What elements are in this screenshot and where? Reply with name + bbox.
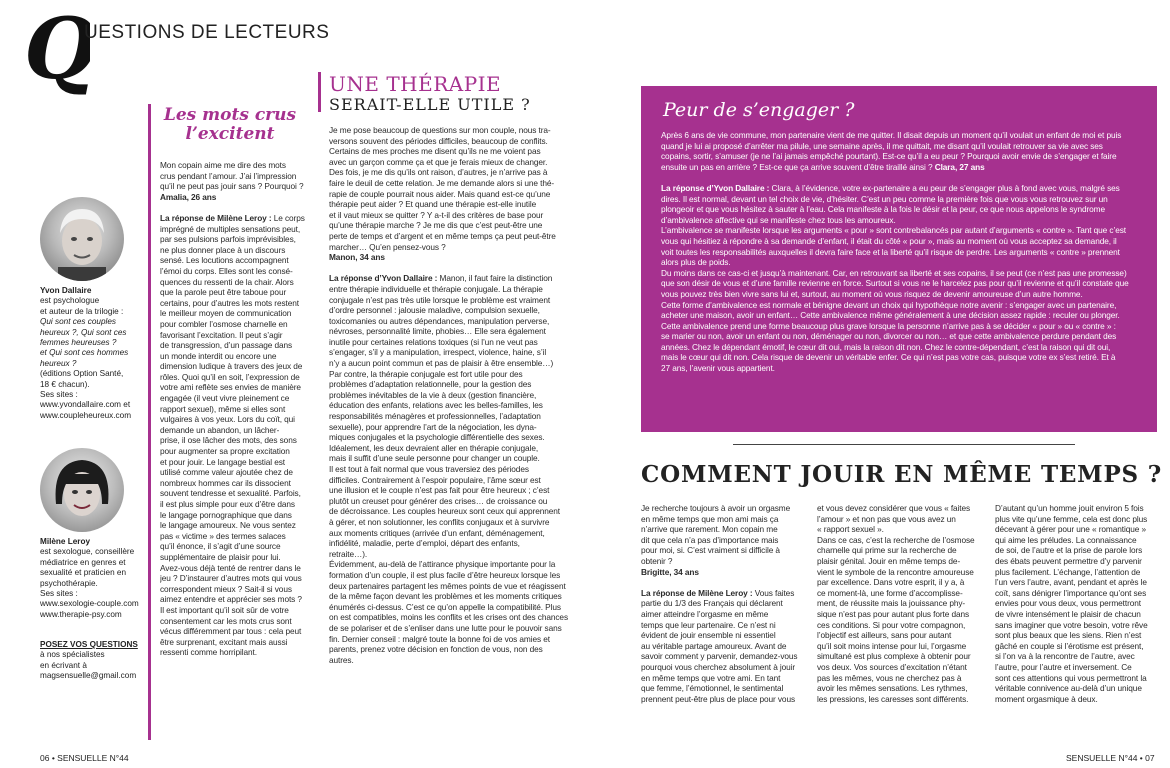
article3-answer-line: alors plus de poids.	[661, 257, 731, 268]
article4-answer-line: pourquoi vous cherchez absolument à jouir	[641, 661, 796, 672]
article1-answer-line: et pour jouir. Le langage bestial est	[160, 456, 285, 467]
article3-answer-line: Cette ambivalence prend une forme beaucoup plus grave lorsque la personne n’arrive pas à se décider « pour » ou « contre » :	[661, 320, 1116, 331]
article2-answer-line: Par contre, la thérapie conjugale est fort utile pour des	[329, 368, 523, 379]
article4-divider	[733, 444, 1075, 445]
article4-answer-line: avoir les mêmes sensations. Les rythmes,	[817, 683, 968, 694]
article4-answer-line: savoir comment y parvenir, demandez-vous	[641, 651, 798, 662]
article3-answer-line: dires. Il est normal, devant un tel choix de vie, d’hésiter. C’est un peu comme la première fois que vous vous retrouvez sur un	[661, 193, 1108, 204]
expert-name: Yvon Dallaire	[40, 286, 92, 295]
section-letter-glyph: Q	[24, 8, 90, 98]
article4-answer-line: La réponse de Milène Leroy : Vous faites	[641, 587, 795, 598]
article2-answer-line: inutile pour certaines relations toxiques (si l’un ne veut pas	[329, 336, 538, 347]
article1-answer-line: pour combler l’osmose charnelle en	[160, 318, 288, 329]
expert-bio-milene-leroy	[40, 537, 140, 620]
article4-answer-line: sans imaginer que votre besoin, votre rêve	[995, 619, 1148, 630]
edition-line: 18 € chacun).	[40, 379, 90, 389]
book-title-line: femmes heureuses ?	[40, 338, 117, 348]
portrait-milene-leroy	[40, 448, 124, 532]
article2-answer-line: d’ordre personnel : jalousie maladive, compulsion sexuelle,	[329, 305, 540, 316]
contact-line: à nos spécialistes	[40, 650, 105, 660]
footer-left-folio: 06 • SENSUELLE N°44	[40, 753, 129, 763]
article2-question-line: rapie de couple pourrait nous aider. Mais quand est-ce qu’une	[329, 188, 551, 199]
article1-answer-line: demande un abandon, un lâcher-	[160, 424, 280, 435]
article2-answer-line: miques conjugales et la psychologie différentielle des sexes.	[329, 432, 545, 443]
article2-answer-line: à gérer, et non solutionner, les conflits conjugaux et à survivre	[329, 516, 550, 527]
article1-answer-line: engagée (il veut vivre pleinement ce	[160, 393, 290, 404]
article2-answer-line: Idéalement, les deux devraient aller en thérapie conjugale,	[329, 442, 539, 453]
article1-answer-line: de transgression, d’un passage dans	[160, 340, 293, 351]
article4-col1	[641, 503, 801, 743]
article4-question-line: en même temps que mon ami mais ça	[641, 513, 779, 524]
footer-right-folio: SENSUELLE N°44 • 07	[1066, 753, 1155, 763]
expert-bio-line: est psychologue	[40, 296, 100, 306]
article3-title: Peur de s’engager ?	[663, 99, 855, 121]
article4-answer-line: l’amour » et non pas que vous avez un	[817, 513, 956, 524]
article4-answer-line: D’autant qu’un homme jouit environ 5 fois	[995, 503, 1144, 513]
article4-answer-line: vient le symbole de la rencontre amoureuse	[817, 566, 974, 577]
site-link[interactable]: www.therapie-psy.com	[40, 609, 122, 619]
article4-answer-line: en même temps que votre ami. En tant	[641, 672, 781, 683]
article2-answer-line: de la même façon devant les problèmes et les moments critiques	[329, 591, 562, 602]
article4-col2	[817, 503, 977, 743]
article1-body	[160, 160, 310, 740]
article1-answer-line: utilisé comme valeur ajoutée chez de	[160, 467, 293, 478]
article3-question-line: copains, sortir, s’amuser (je ne l’ai jamais empêché pourtant). Est-ce qu’il a eu peur ? Pourquoi avoir envie de s’engager et faire	[661, 151, 1117, 162]
article3-answer-line: d’ambivalence affective qui se manifeste chez tous les amoureux.	[661, 214, 896, 225]
article4-answer-line: gâché en couple si l’érotisme est présent,	[995, 640, 1144, 651]
article4-answer-line: vos deux. Vos sources d’excitation n’étant	[817, 661, 967, 672]
article4-answer-line: ce moment-là, une forme d’accomplisse-	[817, 587, 963, 598]
article2-answer-line: difficiles. Contrairement à l’espoir populaire, l’âme sœur est	[329, 474, 541, 485]
answer-lead-label: La réponse de Milène Leroy :	[641, 587, 753, 598]
article4-answer-line: envies pour vous deux, vous permettront	[995, 598, 1141, 609]
article4-answer-line: ment, de réussite mais la jouissance phy-	[817, 598, 966, 609]
article1-title	[160, 106, 300, 144]
article2-answer-line: aux moments critiques (arrivée d’un enfant, déménagement,	[329, 527, 545, 538]
article4-answer-line: « rapport sexuel ».	[817, 524, 884, 535]
sites-label: Ses sites :	[40, 390, 78, 400]
article4-answer-line: plus facilement. L’échange, l’attention de	[995, 566, 1141, 577]
site-link[interactable]: www.yvondallaire.com et	[40, 400, 131, 410]
article3-answer-line: se marier ou non, avoir un enfant ou non, déménager ou non, divorcer ou non… et que cette ambivalence perdure pendant des	[661, 331, 1117, 342]
expert-bio-line: et auteur de la trilogie :	[40, 306, 124, 316]
article1-answer-line: sensé. Les locutions accompagnent	[160, 255, 289, 266]
article4-answer-line: l’un vers l’autre, avant, pendant et après le	[995, 577, 1147, 588]
article4-answer-line: décevant à gérer pour une « romantique »	[995, 524, 1146, 535]
answer-lead-label: La réponse d’Yvon Dallaire :	[661, 182, 770, 193]
article3-answer-line: acheter une maison, avoir un enfant… Cette ambivalence même généralement à une décision assez rapide : reculer ou plonger.	[661, 310, 1120, 321]
article2-question-line: thérapie peut aider ? Et quand une thérapie est-elle inutile	[329, 199, 537, 210]
article1-answer-line: le meilleur moyen de communication	[160, 308, 292, 319]
article2-title-line2: SERAIT-ELLE UTILE ?	[329, 95, 531, 114]
article4-question-line: n’arrive que rarement. Mon copain me	[641, 524, 778, 535]
article1-answer-line: votre ami reflète ses envies de manière	[160, 382, 301, 393]
article2-question	[329, 125, 569, 252]
article1-answer-line: nombreux hommes car ils dissocient	[160, 477, 291, 488]
article2-answer-line: Évidemment, au-delà de l’attirance physique importante pour la	[329, 559, 556, 570]
article3-question-line: Après 6 ans de vie commune, mon partenaire vient de me quitter. Il disait depuis un moment qu’il voulait un enfant de moi et puis	[661, 130, 1122, 140]
article2-answer-line: une illusion et le couple n’est pas fait pour être heureux ; c’est	[329, 485, 550, 496]
article3-answer-line: années. Chez le dépendant émotif, le cœur dit oui, mais la raison dit non. Chez le contre-dépendant, c’est la raison qui dit oui,	[661, 341, 1111, 352]
article1-answer-line: quences du ressenti de la chair. Alors	[160, 276, 294, 287]
article1-answer-line: La réponse de Milène Leroy : Le corps	[160, 212, 305, 223]
article2-answer-line: de décroissance. Les couples heureux sont ceux qui apprennent	[329, 506, 560, 517]
article3-answer-line: vous qui hésitiez à répondre à sa demande d’enfant, il était du côté « pour », mais au moment où vous acceptez sa demande, il	[661, 235, 1117, 246]
article4-answer-line: l’objectif est ailleurs, sans pour autant	[817, 630, 952, 641]
article3-body	[661, 130, 1143, 430]
article4-answer-line: au véritable partage amoureux. Avant de	[641, 640, 787, 651]
article2-answer-line: infidélité, maladie, perte d’emploi, départ des enfants,	[329, 538, 520, 549]
article4-answer-line: de vivre intensément le plaisir de chacun	[995, 608, 1141, 619]
article1-answer-line: ne plus donner place à un discours	[160, 244, 286, 255]
article4-answer-line: sont plus beaux que les siens. Rien n’est	[995, 630, 1142, 641]
article3-answer-line: que son désir de vous et d’une famille revienne en force. Surtout si vous ne le harcelez pas pour qu’il revienne et qu’il constate que	[661, 278, 1129, 289]
article2-answer-line: Il est tout à fait normal que vous traversiez des périodes	[329, 464, 529, 474]
article1-answer-line: Avez-vous déjà tenté de rentrer dans le	[160, 562, 301, 573]
contact-title: POSEZ VOS QUESTIONS	[40, 640, 138, 649]
article2-question-line: avec un garçon comme ça et que je ferais mieux de changer.	[329, 156, 548, 167]
article3-answer-line: voit toutes les responsabilités auxquelles il devra faire face et la liberté qu’il risque de perdre. Les arguments « contre » prennent	[661, 246, 1120, 257]
article1-answer-line: vécus différemment par tous : cela peut	[160, 626, 302, 637]
article1-accent-bar	[148, 104, 151, 740]
article4-answer-line: si l’on va à la rencontre de l’autre, avec	[995, 651, 1135, 662]
article4-answer-line: ces conditions. Si pour votre compagnon,	[817, 619, 966, 630]
book-title-line: et Qui sont ces hommes	[40, 348, 129, 358]
article2-answer-line: mais il suffit d’une seule personne pour changer un couple.	[329, 453, 540, 464]
article4-answer-line: plaisir génital. Jouir en même temps de-	[817, 555, 961, 566]
article4-answer-line: temps que leur partenaire. Ce n’est ni	[641, 619, 776, 630]
article1-answer-line: jeu ? D’instaurer d’autres mots qui vous	[160, 573, 302, 584]
article4-question-signature: Brigitte, 34 ans	[641, 566, 699, 577]
article2-question-line: faire le deuil de cette relation. Je me demande alors si une thé-	[329, 177, 555, 188]
article4-answer-line: sont ces attentions qui vous permettront la	[995, 672, 1147, 683]
article4-answer-line: qui aime les préludes. La connaissance	[995, 534, 1137, 545]
article4-question-line: Je recherche toujours à avoir un orgasme	[641, 503, 791, 513]
article2-question-signature: Manon, 34 ans	[329, 252, 385, 263]
article1-answer-line: dimension ludique à travers des jeux de	[160, 361, 303, 372]
article4-answer-line: l’autre, pour l’autre et inversement. Ce	[995, 661, 1132, 672]
article1-title-line1: Les mots crus	[163, 105, 297, 125]
article4-answer-line: que femme, l’émotionnel, le sentimental	[641, 683, 784, 694]
article1-answer-line: aimez entendre et apprécier ses mots ?	[160, 594, 302, 605]
portrait-yvon-dallaire	[40, 197, 124, 281]
article4-answer-line: Dans ce cas, c’est la recherche de l’osmose	[817, 534, 975, 545]
article1-question-signature: Amalia, 26 ans	[160, 191, 217, 202]
article4-answer-line: plus vite qu’une femme, cela est donc plus	[995, 513, 1148, 524]
book-title-line: heureux ?, Qui sont ces	[40, 327, 127, 337]
expert-bio-yvon-dallaire	[40, 286, 140, 421]
section-letter-q	[20, 8, 90, 98]
article1-title-line2: l’excitent	[185, 124, 275, 144]
article1-answer-line: correspondent mieux ? Sait-il si vous	[160, 583, 292, 594]
article2-question-line: Certains de mes proches me disent qu’ils ne me voient pas	[329, 146, 541, 157]
article4-question-line: obtenir ?	[641, 555, 673, 566]
article3-answer	[661, 183, 1143, 374]
article4-answer-line: et vous devez considérer que vous « faites	[817, 503, 971, 513]
article2-answer	[329, 273, 569, 665]
article3-answer-line: Du moins dans ce cas-ci et jusqu’à maintenant. Car, en retrouvant sa liberté et ses copains, il se peut (ce n’est pas une promesse)	[661, 267, 1127, 278]
article4-answer-line: pas les mêmes, vous ne cherchez pas à	[817, 672, 962, 683]
article3-answer-line: L’ambivalence se manifeste lorsque les arguments « pour » sont contrebalancés par autant d’arguments « contre ». Tant que c’est	[661, 225, 1126, 236]
article1-question-line: qu’il ne peut pas jouir sans ? Pourquoi ?	[160, 181, 304, 192]
contact-email-link[interactable]: magsensuelle@gmail.com	[40, 671, 137, 681]
article4-answer-line: des ébats peuvent permettre d’y parvenir	[995, 555, 1142, 566]
article2-answer-line: énumérés ci-dessus. C’est ce qu’on appelle la compatibilité. Plus	[329, 601, 561, 612]
article1-answer-line: ressenti comme horripilant.	[160, 647, 257, 658]
article1-answer-line: consentement car les mots crus sont	[160, 615, 292, 626]
article4-question-line: pour moi, si. C’est vraiment si difficile à	[641, 545, 780, 556]
article2-question-line: Je me pose beaucoup de questions sur mon couple, nous tra-	[329, 125, 551, 135]
article4-answer-line: sique n’est pas pour autant plus forte dans	[817, 608, 970, 619]
article4-answer-line: simultané est plus complexe à obtenir pour	[817, 651, 971, 662]
article2-answer-line: sexuelle), pour apprendre l’art de la négociation, les dyna-	[329, 421, 537, 432]
article1-answer-line: rapport sexuel), même si elles sont	[160, 403, 286, 414]
article4-question	[641, 503, 801, 567]
article2-question-line: versons souvent des périodes difficiles, beaucoup de conflits.	[329, 135, 548, 146]
article2-answer-line: entre thérapie individuelle et thérapie conjugale. La thérapie	[329, 283, 543, 294]
article2-question-line: et il vaut mieux se quitter ? Y a-t-il des critères de base pour	[329, 209, 544, 220]
article4-answer-line: les pressions, les caresses sont différents.	[817, 693, 969, 704]
article2-question-line: perte de temps et d’argent et en même temps ça peut peut-être	[329, 230, 556, 241]
article3-answer-line: Cette forme d’ambivalence est normale et bénigne devant un choix qui hypothèque notre avenir : s’engager avec un partenaire,	[661, 299, 1117, 310]
article4-answer-line: moment orgasmique à deux.	[995, 693, 1098, 704]
article4-answer-line: de soi, de l’autre et la prise de parole lors	[995, 545, 1143, 556]
article4-answer-line: qu’il soit moins intense pour lui, l’orgasme	[817, 640, 967, 651]
article1-answer-line: souvent tendresse et sexualité. Parfois,	[160, 488, 301, 499]
article3-answer-line: 27 ans, l’avenir vous appartient.	[661, 363, 775, 374]
article3-answer-line: La réponse d’Yvon Dallaire : Clara, à l’évidence, votre ex-partenaire a eu peur de s’engager plus à fond avec vous, malgré ses	[661, 182, 1120, 193]
article1-answer-line: favorisant l’excitation. Il peut s’agir	[160, 329, 283, 340]
answer-lead-label: La réponse de Milène Leroy :	[160, 212, 272, 223]
article2-answer-line: on est compatibles, moins les conflits et les crises ont des chances	[329, 612, 568, 623]
site-link[interactable]: www.coupleheureux.com	[40, 410, 132, 420]
article1-answer-line: pas « victime » des termes salaces	[160, 530, 286, 541]
article1-answer-line: vulgaires à vos yeux. Lors du coït, qui	[160, 414, 295, 425]
article1-question-line: Mon copain aime me dire des mots	[160, 160, 286, 170]
article2-answer-line: conjugale n’est pas très utile lorsque le problème est vraiment	[329, 294, 551, 305]
article3-question-line: ensuite un pas en arrière ? Est-ce que ça arrive souvent d’être tiraillé ainsi ? Clara, 27 ans	[661, 161, 985, 172]
article3-question	[661, 130, 1143, 172]
article2-answer-line: plutôt un creuset pour générer des crises… de croissance ou	[329, 495, 548, 506]
article1-answer-line: l’émoi du corps. Elles sont les consé-	[160, 265, 293, 276]
section-title: UESTIONS DE LECTEURS	[84, 22, 330, 43]
book-title-line: Qui sont ces couples	[40, 317, 117, 327]
article2-answer-line: deux partenaires partagent les mêmes points de vue et réagissent	[329, 580, 566, 591]
expert-name: Milène Leroy	[40, 537, 91, 546]
article2-answer-line: problèmes inévitables de la vie à deux (gestion financière,	[329, 389, 537, 400]
article1-answer-line: un monde interdit ou encore une	[160, 350, 277, 361]
expert-bio-line: est sexologue, conseillère	[40, 547, 135, 557]
article1-answer-line: qu’il énonce, il s’agit d’une source	[160, 541, 281, 552]
expert-bio-line: sexualité et praticien en	[40, 568, 127, 578]
article2-answer-line: La réponse d’Yvon Dallaire : Manon, il faut faire la distinction	[329, 273, 553, 284]
article1-answer-line: être surprenant, excitant mais aussi	[160, 636, 288, 647]
article1-answer-line: certains, pour d’autres les mots restent	[160, 297, 299, 308]
article2-answer-line: parents, prenez votre décision en fonction de vous, non des autres.	[329, 644, 543, 665]
article2-answer-line: de se polariser et de s’enliser dans une lutte pour le pouvoir sans	[329, 622, 562, 633]
answer-lead-label: La réponse d’Yvon Dallaire :	[329, 273, 438, 284]
article3-answer-line: vous pouvez très bien vivre sans lui et, surtout, au moment où vous risquez de devenir amoureuse d’un autre homme.	[661, 288, 1083, 299]
article4-answer-line: évident de jouir ensemble ni essentiel	[641, 630, 776, 641]
article2-answer-line: retraite…).	[329, 548, 368, 559]
article4-answer-start	[641, 588, 801, 705]
article4-answer-line: coït, sans dénigrer l’importance qu’ont ses	[995, 587, 1147, 598]
article1-answer-line: que la parole peut être taboue pour	[160, 287, 287, 298]
article4-answer-continued	[817, 503, 977, 704]
article1-answer-line: le langage amoureux. Ne vous sentez	[160, 520, 296, 531]
article2-answer-line: éducation des enfants, relations avec les belles-familles, les	[329, 400, 543, 411]
expert-bio-line: médiatrice en genres et	[40, 557, 126, 567]
article1-answer-line: le langage pornographique que dans	[160, 509, 292, 520]
edition-line: (éditions Option Santé,	[40, 369, 124, 379]
article1-answer-line: il est plus simple pour eux d’être dans	[160, 499, 295, 509]
article4-answer-line: prennent peut-être plus de place pour vous	[641, 693, 796, 704]
article1-question-line: crus pendant l’amour. J’ai l’impression	[160, 170, 297, 181]
article2-title-line1: UNE THÉRAPIE	[329, 72, 502, 96]
article4-answer-line: aimer atteindre l’orgasme en même	[641, 608, 769, 619]
article1-answer-line: Il est important qu’il soit sûr de votre	[160, 604, 289, 615]
contact-box	[40, 640, 140, 682]
article2-answer-line: toxicomanies ou autres dépendances, manipulation perverse,	[329, 315, 550, 326]
site-link[interactable]: www.sexologie-couple.com	[40, 599, 139, 609]
article4-answer-line: par excellence. Dans votre esprit, il y a, à	[817, 577, 965, 588]
article1-answer-line: imprégné de multiples sensations peut,	[160, 223, 301, 234]
article4-answer-line: partie du 1/3 des Français qui déclarent	[641, 598, 783, 609]
article1-answer-line: supplémentaire de plaisir pour lui.	[160, 551, 281, 562]
article2-answer-line: s’engager, s’il y a manipulation, irrespect, violence, haine, s’il	[329, 347, 547, 358]
article2-answer-line: n’y a aucun point commun et pas de plaisir à être ensemble…)	[329, 358, 554, 369]
article4-col3	[995, 503, 1159, 743]
article2-body	[329, 125, 569, 743]
article4-answer-line: charnelle qui prime sur la recherche de	[817, 545, 957, 556]
article2-question-line: qu’une thérapie marche ? Je me dis que c’est peut-être une	[329, 220, 543, 231]
article1-answer-line: pour augmenter sa propre excitation	[160, 446, 290, 457]
article2-answer-line: responsabilités ménagères et professionnelles, l’adaptation	[329, 411, 541, 422]
article1-answer-line: par ses pulsions parfois imprévisibles,	[160, 234, 296, 245]
book-title-line: heureux ?	[40, 358, 77, 368]
article3-question-line: quand je lui ai proposé d’arrêter ma pilule, une semaine après, il me quittait, me disant qu’il voulait retrouver sa vie avec ses	[661, 140, 1103, 151]
article2-question-line: Des fois, je me dis qu’ils ont raison, d’autres, je n’arrive pas à	[329, 167, 548, 178]
sites-label: Ses sites :	[40, 589, 78, 599]
article2-accent-bar	[318, 72, 321, 112]
article1-answer-line: rôles. Quoi qu’il en soit, l’expression de	[160, 371, 300, 382]
article4-answer-end	[995, 503, 1159, 704]
article3-answer-line: plongeoir et que vous hésitez à sauter à l’eau. Cela manifeste à la fois le désir et la peur, ce que nous appelons le syndrome	[661, 204, 1106, 215]
article4-answer-line: véritable connivence au-delà d’un unique	[995, 683, 1142, 694]
expert-bio-line: psychothérapie.	[40, 578, 98, 588]
article4-question-line: dit que cela n’a pas d’importance mais	[641, 534, 779, 545]
article3-answer-line: mais le cœur qui dit non. Cela risque de devenir un véritable enfer. Ce qui n’est pas votre cas, puisque votre ex s’est retiré. Et à	[661, 352, 1116, 363]
article3-question-signature: Clara, 27 ans	[932, 161, 985, 172]
article2-answer-line: fin. Dernier conseil : malgré toute la bonne foi de vos amies et	[329, 633, 550, 644]
article2-answer-line: problèmes d’adaptation relationnelle, pour la gestion des	[329, 379, 532, 390]
article1-answer	[160, 213, 310, 658]
article2-answer-line: névroses, personnalité limite, phobies… Elle sera également	[329, 326, 546, 337]
article2-question-line: marcher… Qu’en pensez-vous ?	[329, 241, 446, 252]
contact-line: en écrivant à	[40, 660, 87, 670]
article4-title: COMMENT JOUIR EN MÊME TEMPS ?	[641, 461, 1163, 488]
article1-answer-line: prise, il ose lâcher des mots, des sons	[160, 435, 297, 446]
article2-answer-line: formation d’un couple, il est plus facile d’être heureux lorsque les	[329, 569, 561, 580]
